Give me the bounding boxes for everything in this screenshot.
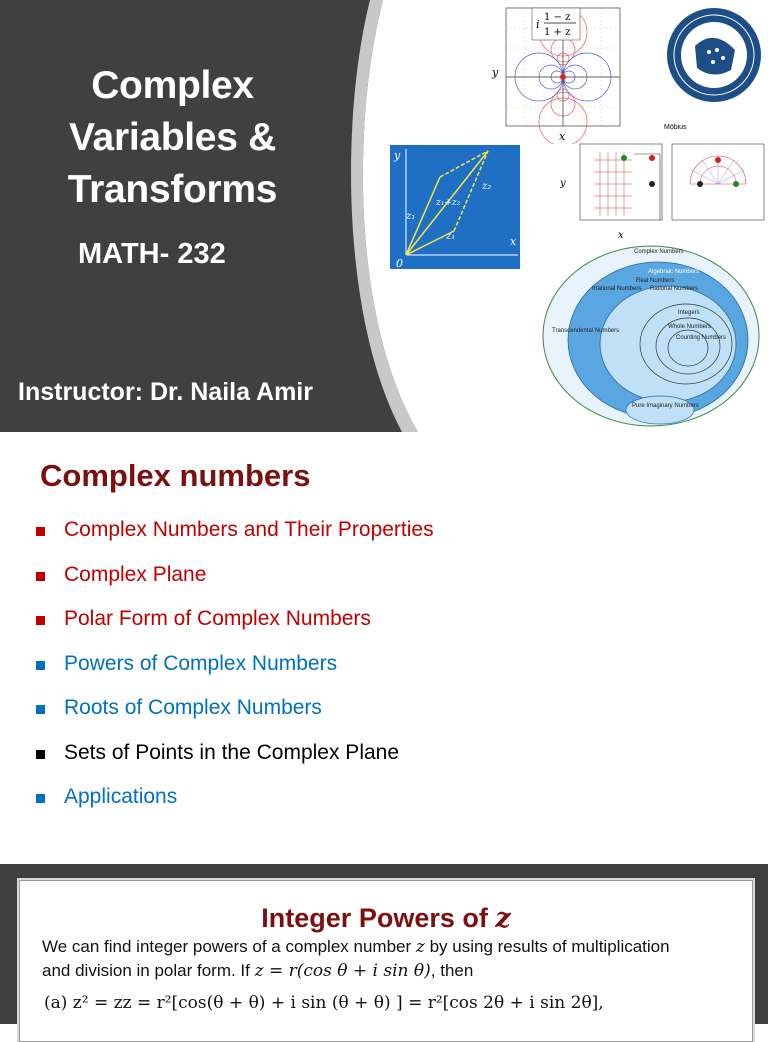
- vector-addition-plot: [390, 145, 520, 269]
- venn-label: Complex Numbers: [634, 249, 684, 255]
- vector-label: z₂: [482, 181, 492, 192]
- square-bullet-icon: [36, 572, 45, 581]
- venn-label: Counting Numbers: [676, 335, 727, 341]
- topic-item: [36, 518, 434, 563]
- outline-slide: [0, 432, 768, 864]
- topic-label: Sets of Points in the Complex Plane: [64, 740, 400, 764]
- integer-powers-slide: [0, 864, 768, 1024]
- mobius-transform-plot: [560, 120, 766, 242]
- venn-label: Integers: [678, 310, 700, 316]
- formula-numerator: 1 − z: [544, 12, 571, 23]
- slide-title-text: Integer Powers of: [261, 903, 496, 933]
- conformal-xlabel: x: [559, 130, 566, 143]
- topic-item: [36, 741, 434, 786]
- square-bullet-icon: [36, 705, 45, 714]
- body-text: by using results of multiplication: [424, 937, 670, 956]
- topic-label: Applications: [64, 785, 178, 808]
- body-line: [42, 935, 737, 959]
- math-formula: z = r(cos θ + i sin θ): [254, 961, 431, 981]
- mobius-title: Möbius: [664, 124, 687, 131]
- mobius-ylabel: y: [560, 178, 566, 189]
- venn-label: Rational Numbers: [650, 286, 699, 292]
- topic-label: Polar Form of Complex Numbers: [64, 607, 371, 630]
- venn-label: Pure Imaginary Numbers: [632, 403, 699, 409]
- conformal-ylabel: y: [492, 66, 499, 79]
- vector-label: z₁: [406, 211, 416, 222]
- course-code: MATH- 232: [78, 238, 226, 270]
- body-text: and division in polar form. If: [42, 961, 255, 980]
- title-slide: [0, 0, 768, 432]
- topic-item: [36, 696, 434, 741]
- square-bullet-icon: [36, 616, 45, 625]
- course-title-line: Complex: [91, 64, 254, 107]
- topic-label: Complex Plane: [64, 562, 207, 586]
- university-seal-logo: [665, 6, 763, 104]
- vector-xlabel: x: [510, 235, 517, 248]
- outline-title: Complex numbers: [40, 458, 311, 493]
- topic-item: [36, 652, 434, 697]
- vector-ylabel: y: [394, 149, 401, 162]
- topic-list: [36, 518, 434, 830]
- formula-denominator: 1 + z: [544, 27, 571, 38]
- slide-title: [20, 903, 752, 934]
- square-bullet-icon: [36, 527, 45, 536]
- math-variable: z: [415, 937, 425, 957]
- slide-card: [19, 880, 753, 1042]
- vector-origin-label: 0: [396, 257, 403, 269]
- instructor-name: Instructor: Dr. Naila Amir: [18, 378, 313, 406]
- venn-label: Whole Numbers: [668, 324, 712, 330]
- body-text: We can find integer powers of a complex number: [42, 937, 416, 956]
- course-title-line: Transforms: [67, 168, 278, 211]
- topic-label: Complex Numbers and Their Properties: [64, 518, 434, 541]
- venn-label: Irrational Numbers: [592, 286, 642, 292]
- topic-item: [36, 785, 434, 830]
- topic-label: Powers of Complex Numbers: [64, 651, 338, 675]
- square-bullet-icon: [36, 750, 45, 759]
- topic-label: Roots of Complex Numbers: [64, 696, 322, 719]
- square-bullet-icon: [36, 794, 45, 803]
- topic-item: [36, 563, 434, 608]
- course-title: [20, 60, 325, 216]
- slide-body-text: [42, 935, 737, 983]
- square-bullet-icon: [36, 661, 45, 670]
- body-line: [42, 959, 737, 983]
- vector-label: z₁: [446, 231, 456, 242]
- slide-title-variable: z: [495, 903, 511, 934]
- equation-a: (a) z² = zz = r²[cos(θ + θ) + i sin (θ + θ) ] = r²[cos 2θ + i sin 2θ],: [44, 993, 604, 1013]
- body-text: , then: [430, 961, 474, 980]
- mobius-xlabel: x: [618, 230, 624, 241]
- topic-item: [36, 607, 434, 652]
- venn-label: Algebraic Numbers: [648, 269, 700, 275]
- formula-prefix: i: [536, 18, 540, 31]
- vector-label: z₁+z₂: [436, 198, 461, 208]
- course-title-line: Variables &: [69, 116, 276, 159]
- venn-label: Transcendental Numbers: [552, 328, 620, 334]
- venn-label: Real Numbers: [636, 278, 675, 284]
- number-sets-venn-diagram: [540, 244, 762, 430]
